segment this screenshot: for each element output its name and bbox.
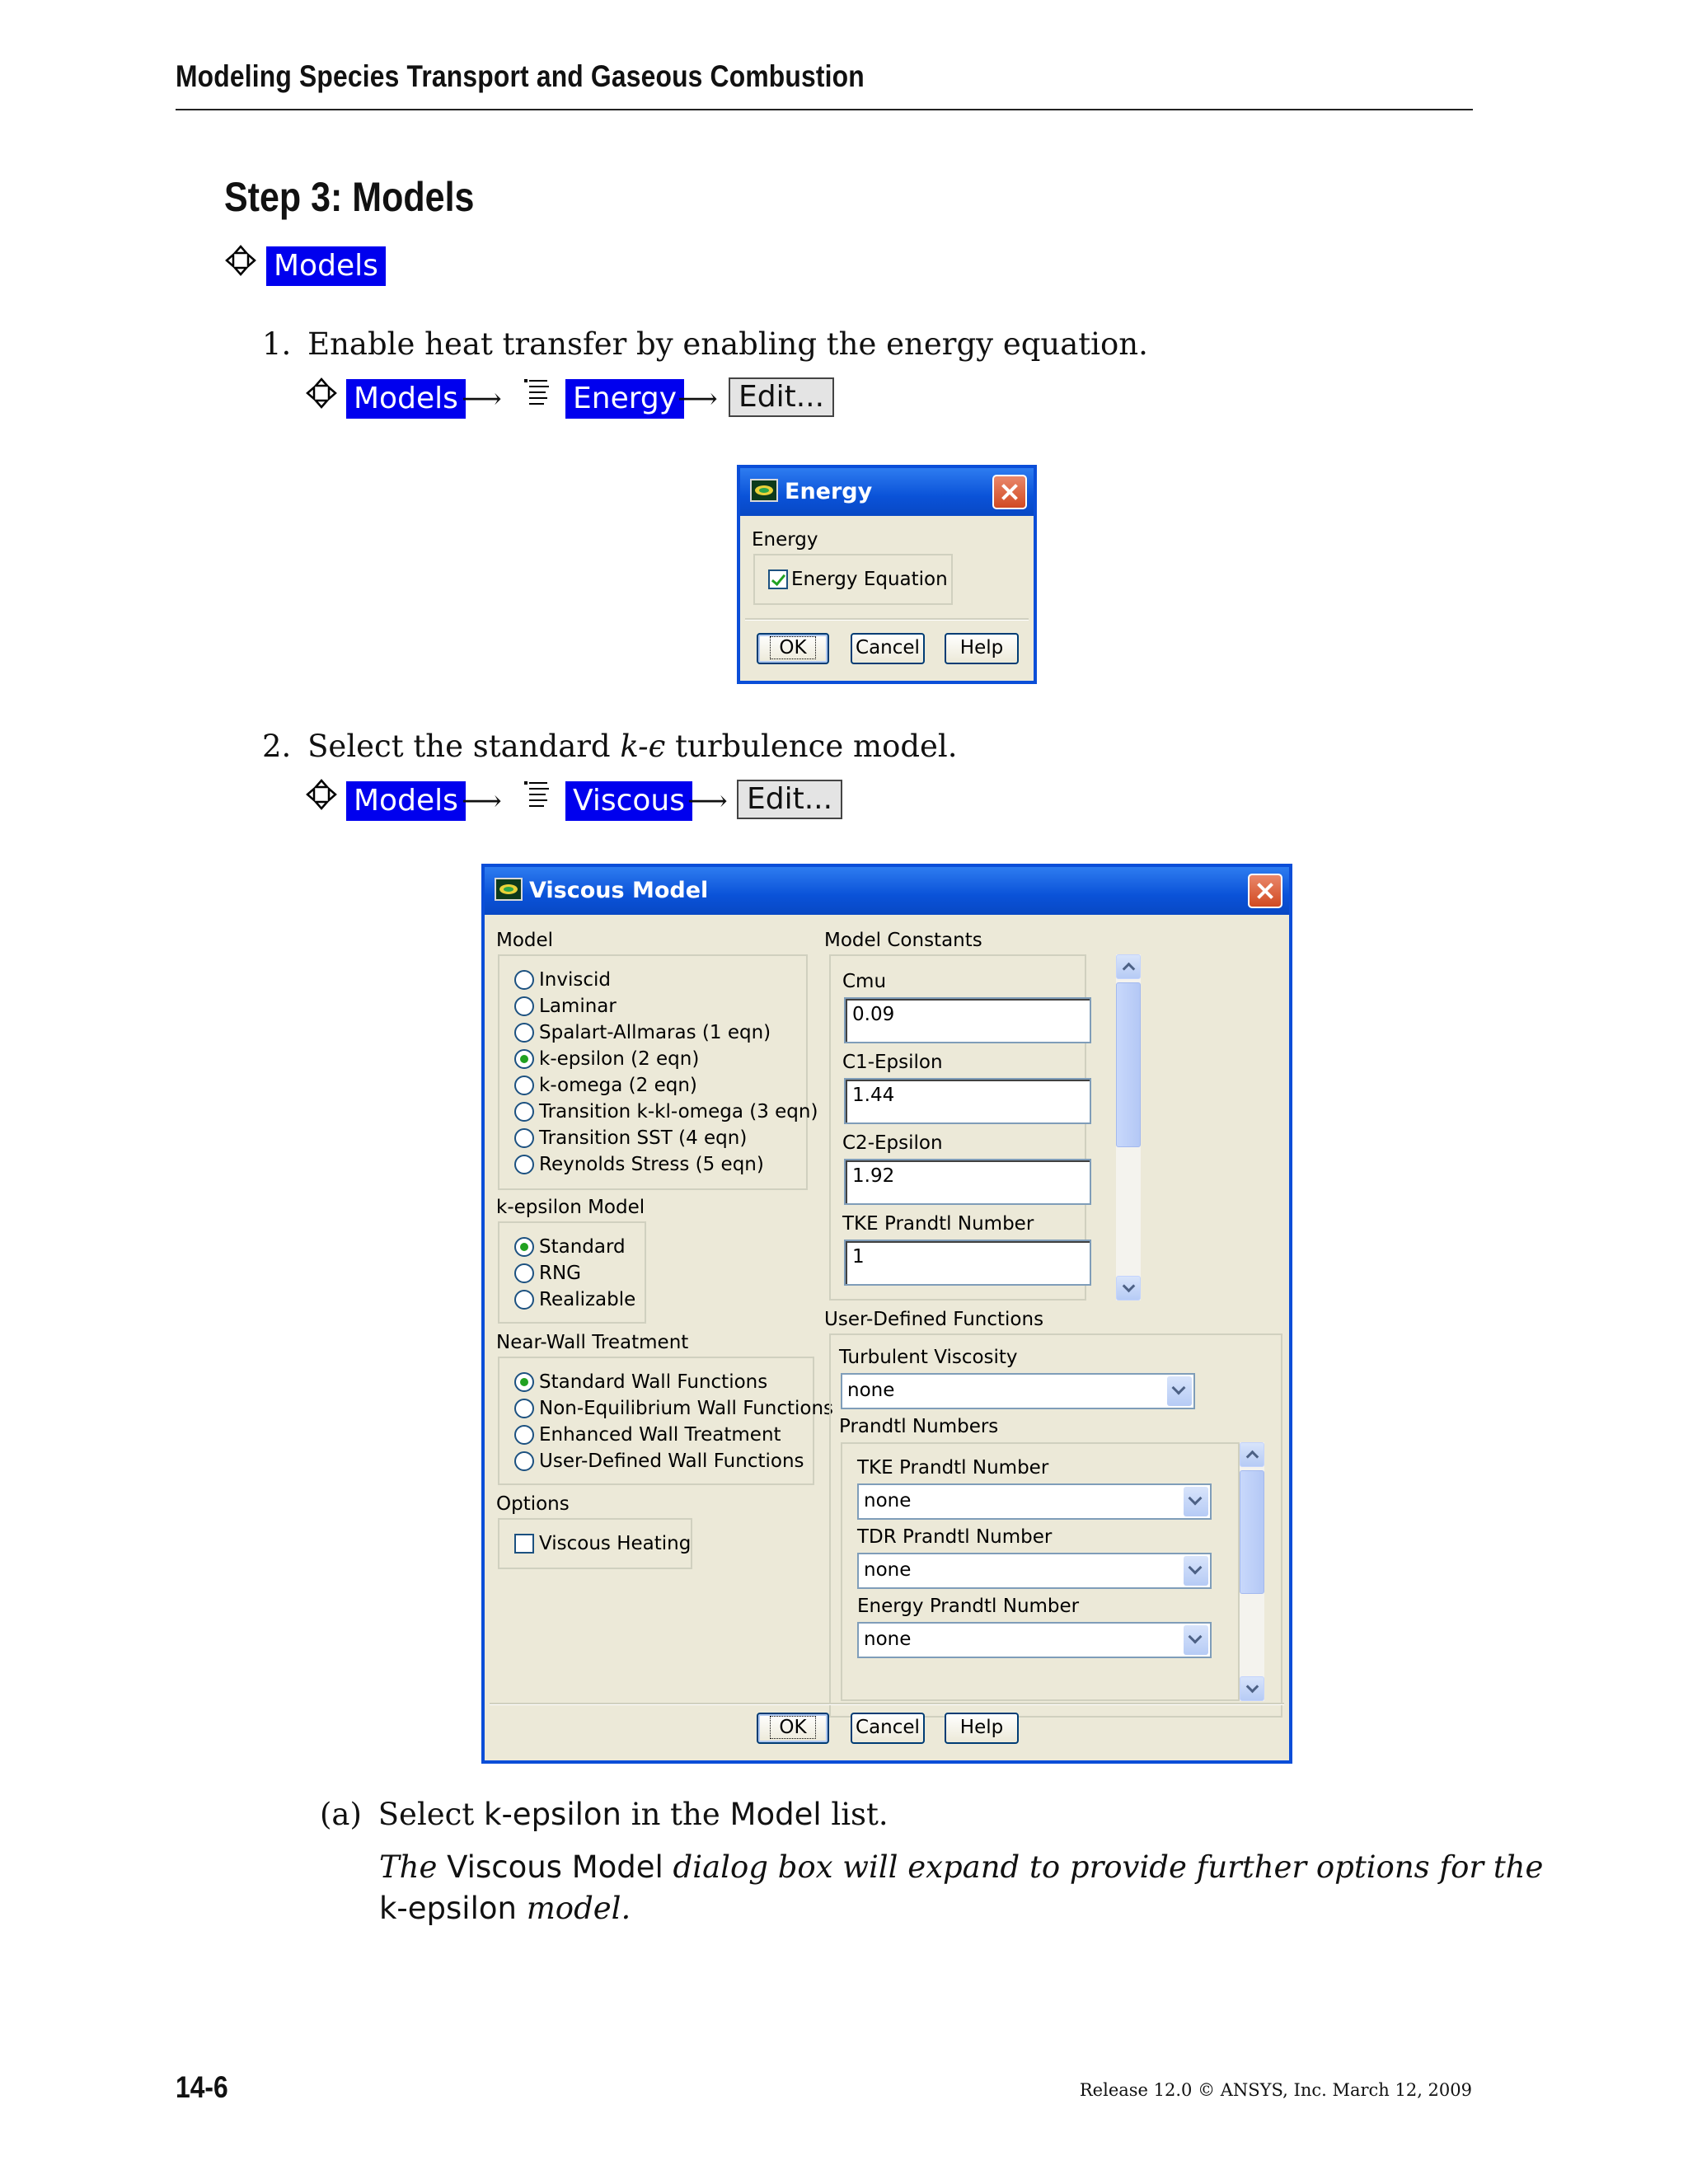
constant-label: Cmu (842, 971, 887, 992)
nav-arrow: ⟶ (687, 785, 728, 818)
release-info: Release 12.0 © ANSYS, Inc. March 12, 2009 (1079, 2080, 1472, 2100)
scroll-thumb[interactable] (1116, 982, 1141, 1147)
viscous-dialog-titlebar[interactable] (485, 867, 1289, 915)
near-wall-treatment-label: Near-Wall Treatment (496, 1332, 689, 1353)
models-link[interactable]: Models (266, 246, 386, 286)
nav-arrow: ⟶ (462, 785, 502, 818)
separator (745, 618, 1029, 621)
header-rule (176, 109, 1473, 110)
energy-prandtl-dropdown[interactable] (857, 1622, 1212, 1658)
nwt-option: Standard Wall Functions (539, 1371, 768, 1393)
tree-item-icon (521, 376, 554, 409)
prandtl-label: TDR Prandtl Number (857, 1526, 1053, 1548)
navigation-pane-icon (305, 778, 338, 811)
step-1-text: Enable heat transfer by enabling the energy equation. (307, 326, 1148, 362)
nav-arrow: ⟶ (462, 382, 502, 415)
energy-equation-checkbox[interactable] (768, 569, 788, 589)
navigation-pane-icon (224, 244, 257, 277)
chevron-down-icon[interactable] (1184, 1556, 1208, 1586)
nwt-option: Enhanced Wall Treatment (539, 1424, 781, 1446)
scroll-thumb[interactable] (1240, 1470, 1264, 1594)
viscous-dialog-title: Viscous Model (529, 878, 709, 903)
tree-item-icon (521, 778, 554, 811)
tke-prandtl-dropdown[interactable] (857, 1483, 1212, 1520)
turbulent-viscosity-label: Turbulent Viscosity (839, 1347, 1018, 1368)
substep-a (320, 1797, 889, 1832)
energy-group-label: Energy (752, 529, 818, 551)
step2-models-link[interactable]: Models (346, 781, 466, 821)
note-line-2 (379, 1891, 631, 1926)
scroll-up-icon[interactable] (1240, 1442, 1264, 1467)
model-option: k-omega (2 eqn) (539, 1075, 697, 1096)
close-icon[interactable] (1248, 874, 1282, 908)
c1-epsilon-input[interactable]: 1.44 (844, 1078, 1091, 1124)
radio-rng[interactable] (514, 1263, 534, 1283)
model-constants-label: Model Constants (824, 930, 982, 951)
ok-button[interactable]: OK (757, 1713, 829, 1744)
viscous-model-dialog (481, 864, 1292, 1764)
nav-arrow: ⟶ (678, 382, 718, 415)
radio-transition-k-kl-omega[interactable] (514, 1102, 534, 1122)
viscous-heating-checkbox[interactable] (514, 1534, 534, 1554)
radio-k-omega[interactable] (514, 1076, 534, 1095)
constant-label: TKE Prandtl Number (842, 1213, 1034, 1235)
ok-button[interactable]: OK (757, 633, 829, 664)
energy-dialog-titlebar[interactable] (740, 468, 1034, 516)
radio-transition-sst[interactable] (514, 1128, 534, 1148)
nwt-option: User-Defined Wall Functions (539, 1451, 804, 1472)
cancel-button[interactable]: Cancel (851, 1713, 925, 1744)
model-option: Spalart-Allmaras (1 eqn) (539, 1022, 771, 1043)
fluent-app-icon (495, 877, 523, 903)
note-text: The (379, 1849, 448, 1885)
c2-epsilon-input[interactable]: 1.92 (844, 1159, 1091, 1205)
model-group-label: Model (496, 930, 554, 951)
radio-non-equilibrium-wall-functions[interactable] (514, 1399, 534, 1418)
energy-equation-label: Energy Equation (791, 569, 948, 590)
tdr-prandtl-dropdown[interactable] (857, 1553, 1212, 1589)
gui-term: k-epsilon (484, 1797, 621, 1832)
turbulent-viscosity-dropdown[interactable] (841, 1373, 1195, 1409)
ke-option: Realizable (539, 1289, 636, 1310)
prandtl-scrollbar[interactable] (1240, 1442, 1264, 1701)
help-button[interactable]: Help (945, 633, 1019, 664)
step-1-number: 1. (262, 326, 292, 362)
model-option: Reynolds Stress (5 eqn) (539, 1154, 764, 1175)
options-label: Options (496, 1493, 570, 1515)
radio-user-defined-wall-functions[interactable] (514, 1451, 534, 1471)
gui-term: Model (729, 1797, 822, 1832)
page-number: 14-6 (176, 2070, 228, 2104)
dropdown-value: none (864, 1629, 912, 1650)
radio-laminar[interactable] (514, 996, 534, 1016)
running-header: Modeling Species Transport and Gaseous Combustion (176, 59, 865, 93)
substep-text: Select (377, 1797, 485, 1832)
note-text: model. (516, 1891, 631, 1926)
gui-term: Viscous Model (447, 1849, 663, 1885)
model-option: k-epsilon (2 eqn) (539, 1048, 700, 1070)
k-epsilon-math: k-ϵ (620, 729, 666, 764)
note-text: dialog box will expand to provide further options for the (663, 1849, 1544, 1885)
radio-spalart-allmaras[interactable] (514, 1023, 534, 1043)
step-2-number: 2. (262, 729, 292, 764)
substep-label: (a) (320, 1797, 362, 1832)
model-option: Transition k-kl-omega (3 eqn) (539, 1101, 818, 1122)
radio-inviscid[interactable] (514, 970, 534, 990)
udf-label: User-Defined Functions (824, 1309, 1044, 1330)
radio-reynolds-stress[interactable] (514, 1155, 534, 1174)
chevron-down-icon[interactable] (1167, 1376, 1192, 1406)
tke-prandtl-input[interactable]: 1 (844, 1240, 1091, 1286)
ke-option: RNG (539, 1263, 582, 1284)
model-option: Transition SST (4 eqn) (539, 1127, 748, 1149)
substep-text: list. (821, 1797, 889, 1832)
viscous-heating-label: Viscous Heating (539, 1533, 692, 1554)
energy-edit-button[interactable]: Edit... (729, 377, 834, 417)
prandtl-label: Energy Prandtl Number (857, 1596, 1080, 1617)
note-line-1 (379, 1849, 1544, 1885)
scroll-up-icon[interactable] (1116, 954, 1141, 979)
dropdown-value: none (864, 1559, 912, 1581)
viscous-tree-item[interactable]: Viscous (565, 781, 692, 821)
radio-realizable[interactable] (514, 1290, 534, 1310)
model-option: Inviscid (539, 969, 611, 991)
nwt-option: Non-Equilibrium Wall Functions (539, 1398, 834, 1419)
help-button[interactable]: Help (945, 1713, 1019, 1744)
radio-enhanced-wall-treatment[interactable] (514, 1425, 534, 1445)
step-2-text-end: turbulence model. (665, 729, 958, 764)
constant-label: C1-Epsilon (842, 1052, 943, 1073)
close-icon[interactable] (992, 475, 1027, 509)
radio-standard[interactable] (514, 1237, 534, 1257)
ke-option: Standard (539, 1236, 626, 1258)
prandtl-label: TKE Prandtl Number (857, 1457, 1049, 1479)
dropdown-value: none (847, 1380, 895, 1401)
constants-scrollbar[interactable] (1116, 954, 1141, 1301)
model-option: Laminar (539, 996, 617, 1017)
energy-dialog-title: Energy (785, 479, 873, 504)
step-title: Step 3: Models (224, 174, 475, 220)
energy-dialog (737, 465, 1037, 684)
prandtl-numbers-label: Prandtl Numbers (839, 1416, 999, 1437)
chevron-down-icon[interactable] (1184, 1487, 1208, 1516)
chevron-down-icon[interactable] (1184, 1625, 1208, 1655)
substep-text: in the (621, 1797, 730, 1832)
step-2-text: Select the standard (307, 729, 621, 764)
scroll-down-icon[interactable] (1240, 1676, 1264, 1701)
k-epsilon-model-label: k-epsilon Model (496, 1197, 645, 1218)
viscous-edit-button[interactable]: Edit... (737, 780, 842, 819)
separator (490, 1703, 1284, 1705)
cancel-button[interactable]: Cancel (851, 633, 925, 664)
fluent-app-icon (750, 478, 778, 504)
gui-term: k-epsilon (379, 1891, 517, 1926)
navigation-pane-icon (305, 377, 338, 410)
scroll-down-icon[interactable] (1116, 1276, 1141, 1301)
step1-models-link[interactable]: Models (346, 379, 466, 419)
energy-tree-item[interactable]: Energy (565, 379, 684, 419)
radio-standard-wall-functions[interactable] (514, 1372, 534, 1392)
constant-label: C2-Epsilon (842, 1132, 943, 1154)
dropdown-value: none (864, 1490, 912, 1511)
cmu-input[interactable]: 0.09 (844, 997, 1091, 1043)
radio-k-epsilon[interactable] (514, 1049, 534, 1069)
